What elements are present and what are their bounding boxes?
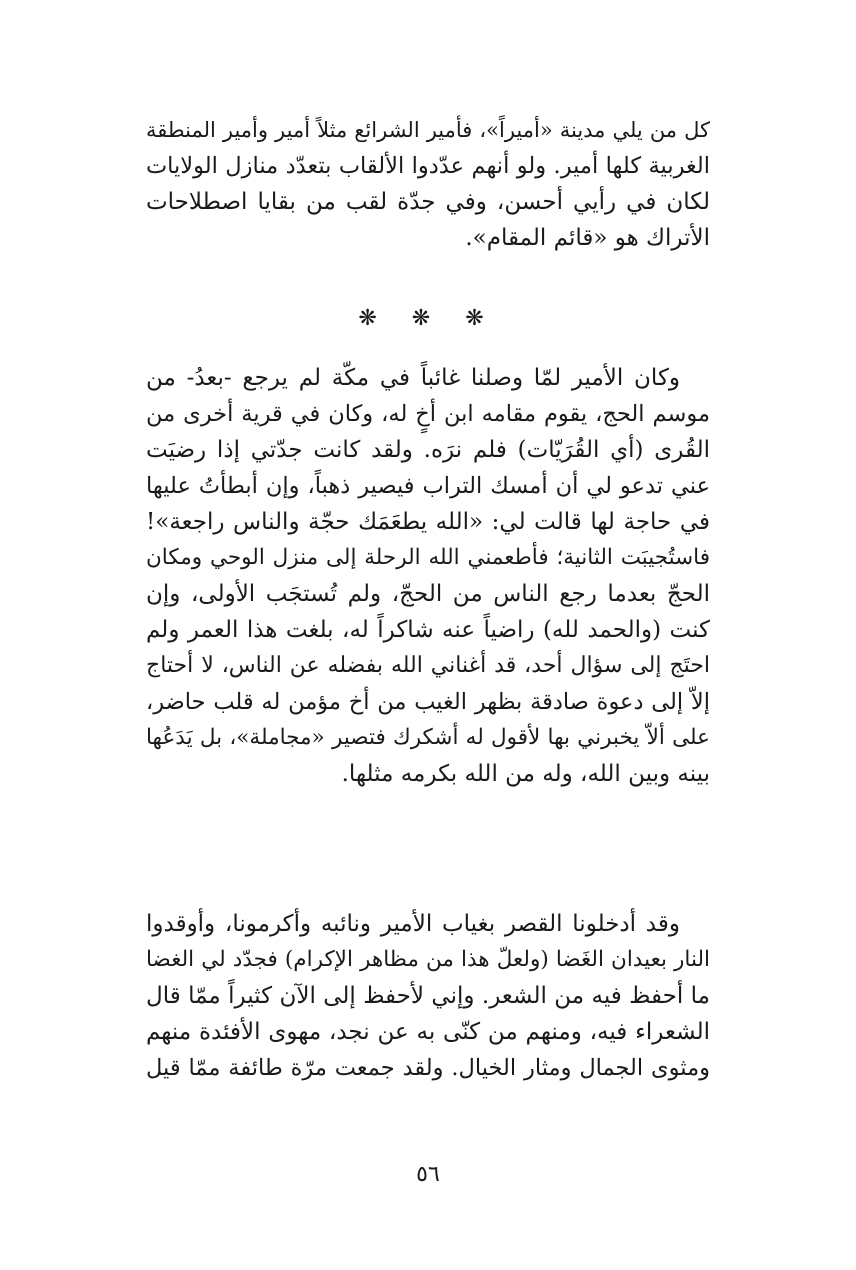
paragraph-3 [146,906,710,1086]
text-line: وكان الأمير لمّا وصلنا غائباً في مكّة لم يرجع -بعدُ- من [146,365,680,391]
text-line: لكان في رأيي أحسن، وفي جدّة لقب من بقايا اصطلاحات [146,189,710,215]
text-line: الشعراء فيه، ومنهم من كنّى به عن نجد، مهوى الأفئدة منهم [146,1019,710,1045]
text-line: الحجّ بعدما رجع الناس من الحجّ، ولم تُستجَب الأولى، وإن [146,581,710,607]
text-line: إلاّ إلى دعوة صادقة بظهر الغيب من أخ مؤمن له قلب حاضر، [146,689,710,715]
text-line: عني تدعو لي أن أمسك التراب فيصير ذهباً، وإن أبطأتُ عليها [146,473,710,499]
section-separator: ❋ ❋ ❋ [358,306,498,331]
text-line: بينه وبين الله، وله من الله بكرمه مثلها. [341,761,710,787]
text-line: فاستُجيبَت الثانية؛ فأطعمني الله الرحلة إلى منزل الوحي ومكان [146,545,710,570]
text-line: الأتراك هو «قائم المقام». [465,225,710,251]
text-line: في حاجة لها قالت لي: «الله يطعَمَك حجّة والناس راجعة»! [146,509,711,535]
text-line: على ألاّ يخبرني بها لأقول له أشكرك فتصير «مجاملة»، بل يَدَعُها [146,725,710,750]
paragraph-1 [146,112,710,256]
text-line: القُرى (أي القُرَيّات) فلم نرَه. ولقد كانت جدّتي إذا رضيَت [146,437,710,463]
paragraph-2 [146,360,710,792]
text-line: احتَج إلى سؤال أحد، قد أغناني الله بفضله عن الناس، لا أحتاج [146,653,710,678]
text-line: ما أحفظ فيه من الشعر. وإني لأحفظ إلى الآن كثيراً ممّا قال [146,983,710,1009]
text-line: موسم الحج، يقوم مقامه ابن أخٍ له، وكان في قرية أخرى من [146,401,710,427]
text-line: النار بعيدان الغَضا (ولعلّ هذا من مظاهر الإكرام) فجدّد لي الغضا [146,947,710,972]
text-line: وقد أدخلونا القصر بغياب الأمير ونائبه وأكرمونا، وأوقدوا [146,911,680,937]
text-line: الغربية كلها أمير. ولو أنهم عدّدوا الألقاب بتعدّد منازل الولايات [146,153,710,179]
text-line: كل من يلي مدينة «أميراً»، فأمير الشرائع مثلاً أمير وأمير المنطقة [146,118,710,142]
text-line: كنت (والحمد لله) راضياً عنه شاكراً له، بلغت هذا العمر ولم [146,617,710,643]
text-line: ومثوى الجمال ومثار الخيال. ولقد جمعت مرّة طائفة ممّا قيل [146,1055,710,1081]
page-number: ٥٦ [416,1162,440,1187]
